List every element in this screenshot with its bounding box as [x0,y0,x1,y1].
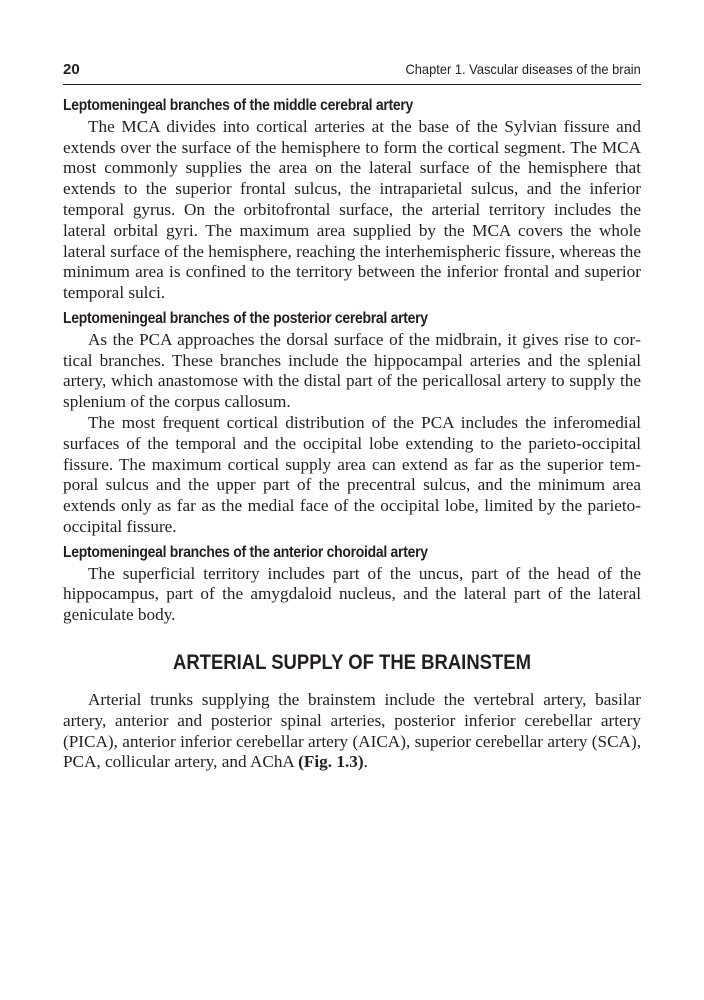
paragraph: The most frequent cortical distribution of the PCA includes the inferomedial surfaces of the temporal and the occipital lobe extending to the parieto-occipital fissure. The maximum cortical supply area can extend as far as the superior temporal sulcus and the upper part of the precentral sulcus, and the minimum area extends only as far as the medial face of the occipital lobe, limited by the parieto-occipital fissure. [63,412,641,536]
section-heading-mca: Leptomeningeal branches of the middle cerebral artery [63,97,414,114]
book-page [63,0,641,1000]
paragraph: The superficial territory includes part of the uncus, part of the head of the hippocampus, part of the amygdaloid nucleus, and the lateral part of the lateral geniculate body. [63,563,641,625]
chapter-title: Chapter 1. Vascular diseases of the brain [405,61,641,77]
paragraph-end: . [363,752,368,772]
section-heading-pca: Leptomeningeal branches of the posterior cerebral artery [63,309,428,327]
paragraph: As the PCA approaches the dorsal surface of the midbrain, it gives rise to cortical branches. These branches include the hippocampal arteries and the splenial artery, which anastomose with the distal part of the pericallosal artery to supply the splenium of the corpus callosum. [63,329,641,412]
paragraph-brainstem [63,690,641,773]
paragraph-text: Arterial trunks supplying the brainstem include the vertebral artery, basilar artery, anterior and posterior spinal arteries, posterior inferior cerebellar artery (PICA), anterior inferior cerebellar artery (AICA), superior cerebellar artery (SCA), PCA, collicular artery, and AChA [63,689,641,772]
paragraph: The MCA divides into cortical arteries at the base of the Sylvian fissure and extends over the surface of the hemisphere to form the cortical segment. The MCA most commonly supplies the area on the lateral surface of the hemisphere that extends to the superior frontal sulcus, the intraparietal sulcus, and the inferior temporal gyrus. On the orbitofrontal surface, the arterial territory includes the lateral orbital gyri. The maximum area supplied by the MCA covers the whole lateral surface of the hemisphere, reaching the interhemispheric fissure, whereas the minimum area is confined to the territory between the inferior frontal and superior temporal sulci. [63,116,641,303]
running-header [63,61,641,83]
page-number: 20 [63,61,80,78]
section-heading-acha: Leptomeningeal branches of the anterior choroidal artery [63,543,428,561]
page-body [63,96,641,773]
figure-reference[interactable]: (Fig. 1.3) [298,752,364,772]
header-rule [63,84,641,85]
section-title-brainstem: ARTERIAL SUPPLY OF THE BRAINSTEM [172,650,531,674]
